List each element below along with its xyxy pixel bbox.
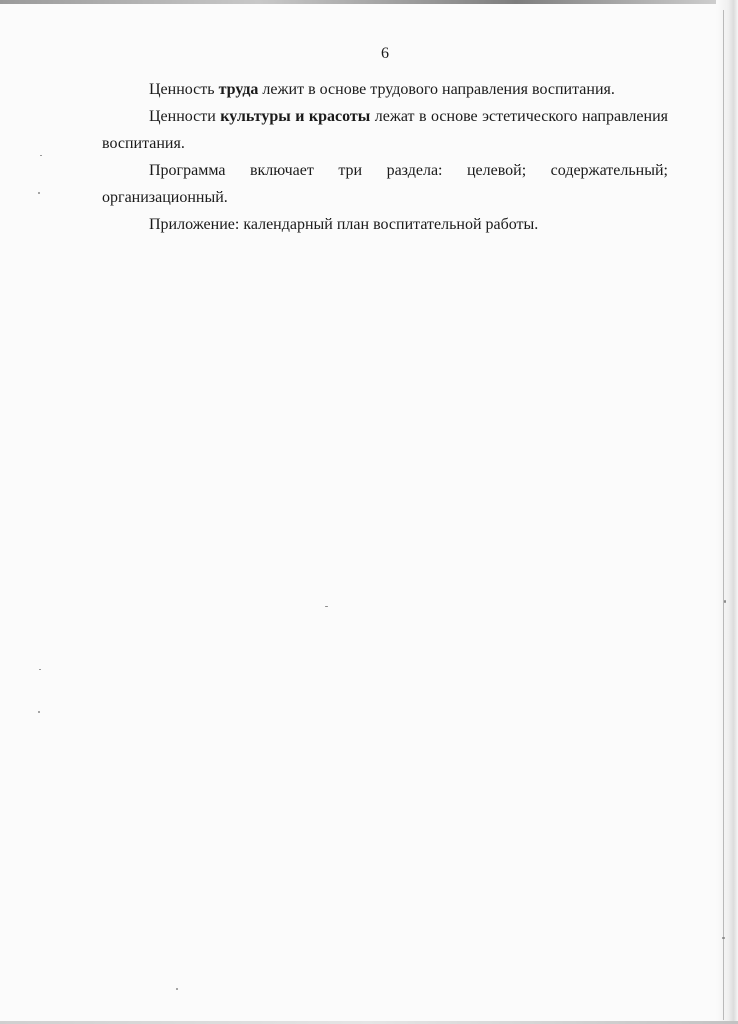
scan-speck bbox=[40, 155, 42, 156]
paragraph-text: лежат в основе эстетического направления воспитания. bbox=[102, 108, 668, 152]
paragraph-text: Ценность bbox=[149, 81, 219, 98]
scan-speck bbox=[176, 988, 178, 990]
scan-speck bbox=[39, 669, 41, 670]
paragraph-labor-value bbox=[102, 76, 668, 103]
scan-right-edge-line bbox=[723, 10, 724, 1020]
paragraph-text: Программа включает три раздела: целевой; содержательный; организационный. bbox=[102, 162, 668, 206]
paragraph-text: Ценности bbox=[149, 108, 221, 125]
scan-speck bbox=[722, 937, 725, 939]
scan-speck bbox=[38, 711, 40, 713]
page-number: 6 bbox=[381, 45, 389, 62]
body-text bbox=[102, 76, 668, 238]
scan-top-edge bbox=[0, 0, 738, 4]
paragraph-text: лежит в основе трудового направления воспитания. bbox=[258, 81, 615, 98]
bold-term: культуры и красоты bbox=[220, 108, 371, 125]
scan-speck bbox=[724, 600, 726, 603]
paragraph-program-sections bbox=[102, 157, 668, 211]
paragraph-text: Приложение: календарный план воспитательной работы. bbox=[149, 216, 539, 233]
paragraph-culture-value bbox=[102, 103, 668, 157]
scan-speck bbox=[325, 606, 328, 607]
bold-term: труда bbox=[218, 81, 259, 98]
scan-right-edge bbox=[716, 0, 738, 1024]
scan-speck bbox=[38, 192, 40, 194]
paragraph-appendix bbox=[102, 211, 668, 238]
